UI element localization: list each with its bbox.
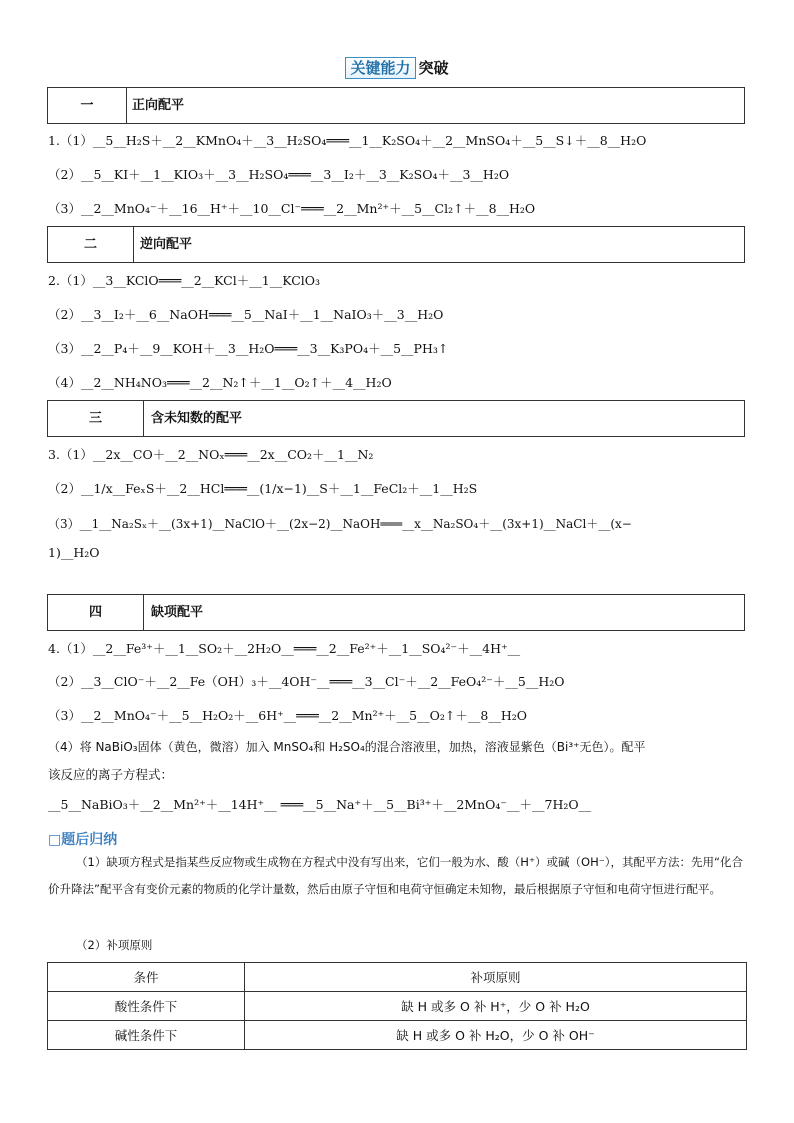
section-3-header [47,400,745,437]
eq-line: __5__NaBiO₃＋__2__Mn²⁺＋__14H⁺__ ═══__5__Na⁺＋__5__Bi³⁺＋__2MnO₄⁻__＋__7H₂O__ [48,797,592,812]
eq-line: （2）__1/x__FeₓS＋__2__HCl═══__(1/x−1)__S＋__1__FeCl₂＋__1__H₂S [48,481,478,496]
summary-subtitle: （2）补项原则 [76,938,153,952]
section-label: 缺项配平 [151,605,204,620]
table-header-row [48,963,747,992]
section-number: 三 [48,401,144,436]
table-header: 补项原则 [245,963,747,992]
eq-line: （3）__2__P₄＋__9__KOH＋__3__H₂O═══__3__K₃PO₄＋__5__PH₃↑ [48,341,449,356]
table-cell: 酸性条件下 [48,992,245,1021]
rules-table [47,962,747,1050]
table-cell: 碱性条件下 [48,1021,245,1050]
table-cell: 缺 H 或多 O 补 H⁺，少 O 补 H₂O [245,992,747,1021]
question-text: 该反应的离子方程式： [48,767,174,782]
section-label: 逆向配平 [140,237,193,252]
eq-line: 1.（1）__5__H₂S＋__2__KMnO₄＋__3__H₂SO₄═══__1__K₂SO₄＋__2__MnSO₄＋__5__S↓＋__8__H₂O [48,133,647,148]
section-number: 二 [48,227,134,262]
eq-line: （2）__5__KI＋__1__KIO₃＋__3__H₂SO₄═══__3__I₂＋__3__K₂SO₄＋__3__H₂O [48,167,510,182]
section-2-header [47,226,745,263]
eq-line: （3）__1__Na₂Sₓ＋__(3x+1)__NaClO＋__(2x−2)__NaOH═══__x__Na₂SO₄＋__(3x+1)__NaCl＋__(x− [48,517,632,531]
title-badge: 关键能力 [345,57,415,79]
eq-line: （3）__2__MnO₄⁻＋__5__H₂O₂＋__6H⁺__═══__2__Mn²⁺＋__5__O₂↑＋__8__H₂O [48,708,527,723]
section-4-header [47,594,745,631]
page-title [0,57,794,79]
table-header: 条件 [48,963,245,992]
section-1-header [47,87,745,124]
question-text: （4）将 NaBiO₃固体（黄色，微溶）加入 MnSO₄和 H₂SO₄的混合溶液里，加热，溶液显紫色（Bi³⁺无色）。配平 [48,740,646,754]
section-label: 正向配平 [132,98,185,113]
eq-line: 1)__H₂O [48,545,100,560]
eq-line: 3.（1）__2x__CO＋__2__NOₓ═══__2x__CO₂＋__1__N₂ [48,447,374,462]
eq-line: （2）__3__ClO⁻＋__2__Fe（OH）₃＋__4OH⁻__═══__3__Cl⁻＋__2__FeO₄²⁻＋__5__H₂O [48,674,565,689]
table-row [48,1021,747,1050]
summary-paragraph: （1）缺项方程式是指某些反应物或生成物在方程式中没有写出来，它们一般为水、酸（H⁺）或碱（OH⁻），其配平方法：先用“化合价升降法”配平含有变价元素的物质的化学计量数，然后由原子守恒和电荷守恒确定未知物，最后根据原子守恒和电荷守恒进行配平。 [48,855,744,896]
title-tail: 突破 [418,59,449,77]
section-label: 含未知数的配平 [151,411,243,426]
section-number: 四 [48,595,144,630]
eq-line: （2）__3__I₂＋__6__NaOH═══__5__NaI＋__1__NaIO₃＋__3__H₂O [48,307,444,322]
eq-line: 2.（1）__3__KClO═══__2__KCl＋__1__KClO₃ [48,273,321,288]
eq-line: 4.（1）__2__Fe³⁺＋__1__SO₂＋__2H₂O__═══__2__Fe²⁺＋__1__SO₄²⁻＋__4H⁺__ [48,641,521,656]
table-cell: 缺 H 或多 O 补 H₂O，少 O 补 OH⁻ [245,1021,747,1050]
table-row [48,992,747,1021]
eq-line: （3）__2__MnO₄⁻＋__16__H⁺＋__10__Cl⁻═══__2__Mn²⁺＋__5__Cl₂↑＋__8__H₂O [48,201,536,216]
summary-title: □题后归纳 [48,832,118,848]
section-number: 一 [48,88,127,123]
eq-line: （4）__2__NH₄NO₃═══__2__N₂↑＋__1__O₂↑＋__4__H₂O [48,375,392,390]
